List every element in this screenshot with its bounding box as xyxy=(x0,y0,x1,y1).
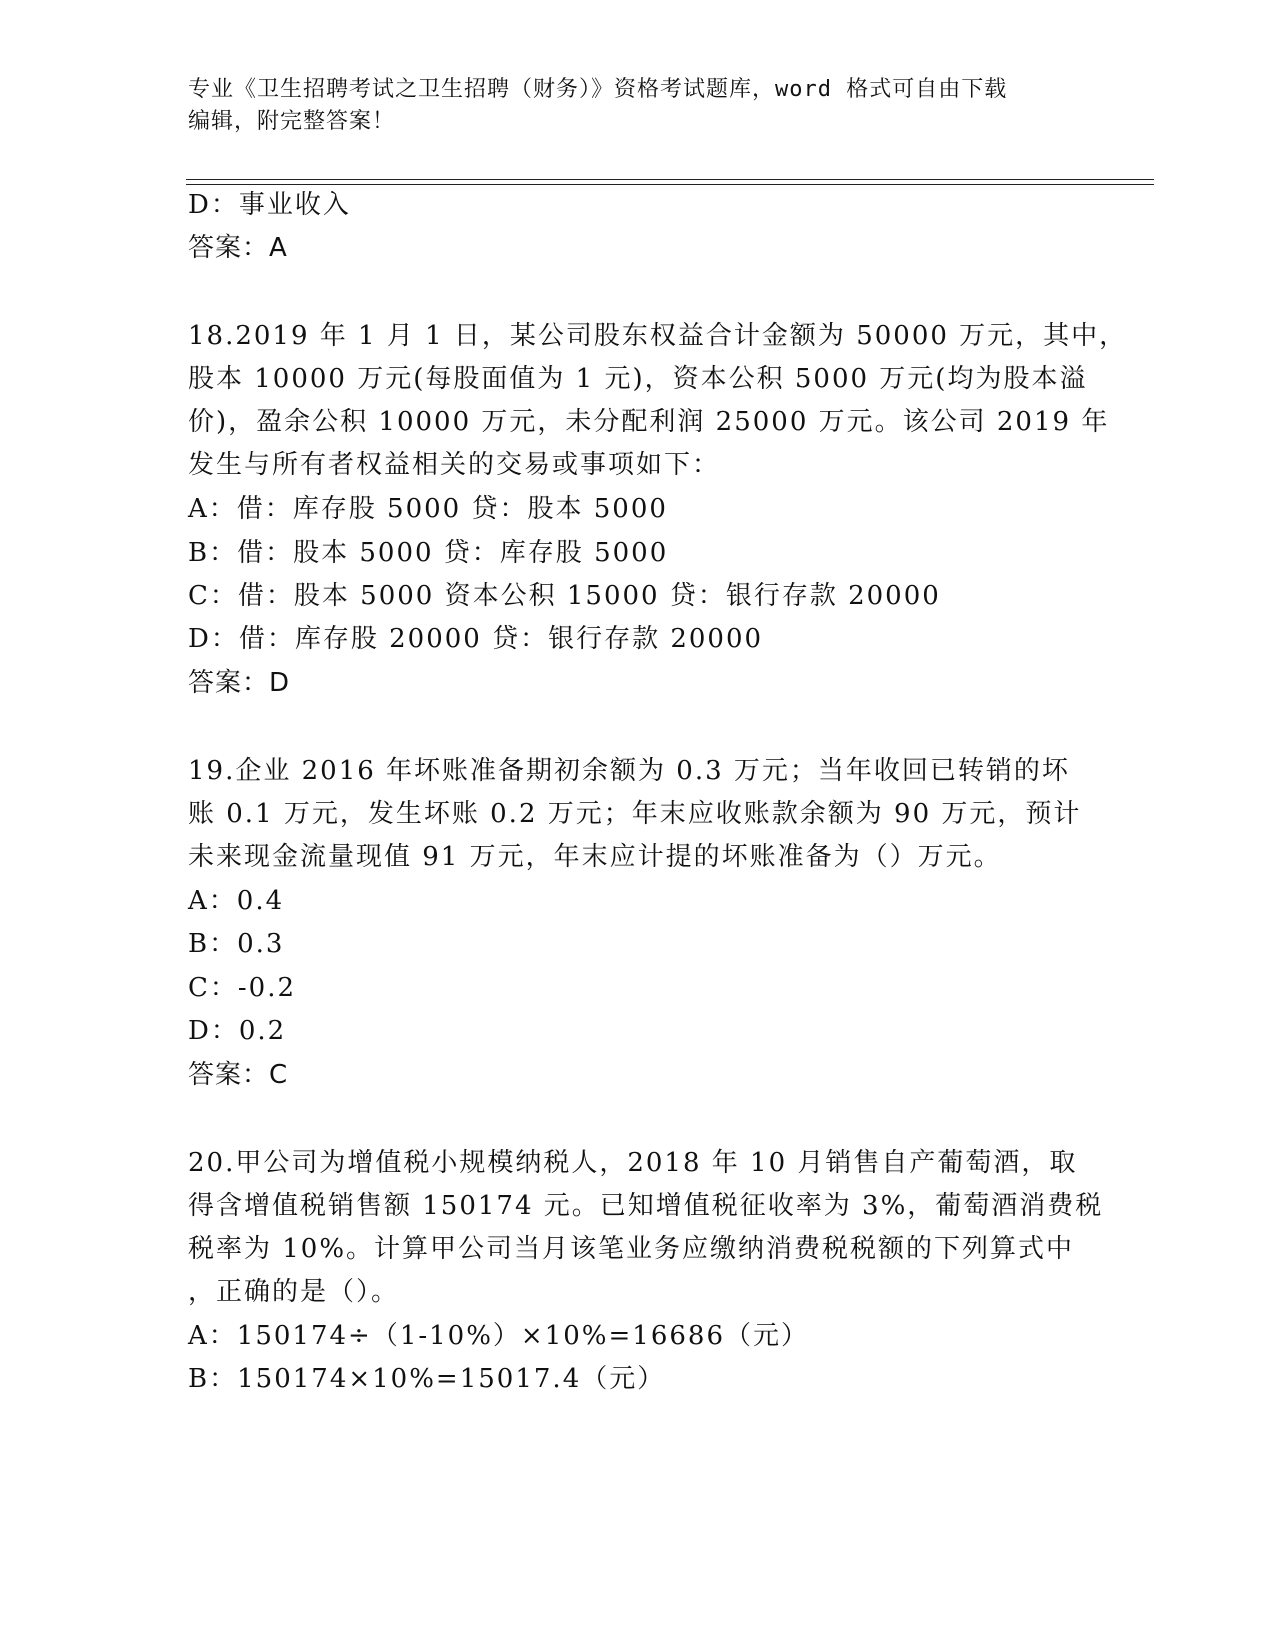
q20-stem-line-3: 税率为 10%。计算甲公司当月该笔业务应缴纳消费税税额的下列算式中 xyxy=(188,1234,1075,1264)
q18-option-a: A：借：库存股 5000 贷：股本 5000 xyxy=(188,494,668,524)
q18-option-d: D：借：库存股 20000 贷：银行存款 20000 xyxy=(188,624,764,654)
q18-option-c: C：借：股本 5000 资本公积 15000 贷：银行存款 20000 xyxy=(188,581,941,611)
q19-option-a: A：0.4 xyxy=(188,886,285,916)
header-divider-bottom xyxy=(186,184,1154,185)
header-line-1: 专业《卫生招聘考试之卫生招聘（财务）》资格考试题库，word 格式可自由下载 xyxy=(188,77,1008,102)
document-header xyxy=(188,74,1088,138)
q18-answer: 答案：D xyxy=(188,668,291,698)
q18-stem-line-3: 价)，盈余公积 10000 万元，未分配利润 25000 万元。该公司 2019 年 xyxy=(188,407,1110,437)
q19-answer: 答案：C xyxy=(188,1060,289,1090)
q20-stem-line-2: 得含增值税销售额 150174 元。已知增值税征收率为 3%，葡萄酒消费税 xyxy=(188,1191,1104,1221)
q19-stem-line-2: 账 0.1 万元，发生坏账 0.2 万元；年末应收账款余额为 90 万元，预计 xyxy=(188,799,1082,829)
q19-option-c: C：-0.2 xyxy=(188,973,297,1003)
q19-stem-line-3: 未来现金流量现值 91 万元，年末应计提的坏账准备为（）万元。 xyxy=(188,842,1002,872)
q18-stem-line-2: 股本 10000 万元(每股面值为 1 元)，资本公积 5000 万元(均为股本溢 xyxy=(188,364,1088,394)
q17-answer: 答案：A xyxy=(188,233,288,263)
q19-stem-line-1: 19.企业 2016 年坏账准备期初余额为 0.3 万元；当年收回已转销的坏 xyxy=(188,756,1070,786)
q19-option-d: D：0.2 xyxy=(188,1016,287,1046)
header-line-2: 编辑，附完整答案！ xyxy=(188,109,396,134)
q20-option-a: A：150174÷（1-10%）×10%=16686（元） xyxy=(188,1321,809,1351)
q17-option-d: D：事业收入 xyxy=(188,190,351,220)
q20-stem-line-4: ，正确的是（）。 xyxy=(188,1277,400,1307)
header-divider-top xyxy=(186,179,1154,180)
q18-stem-line-1: 18.2019 年 1 月 1 日，某公司股东权益合计金额为 50000 万元，其中， xyxy=(188,321,1128,351)
q18-stem-line-4: 发生与所有者权益相关的交易或事项如下： xyxy=(188,450,721,480)
q20-option-b: B：150174×10%=15017.4（元） xyxy=(188,1364,666,1394)
q18-option-b: B：借：股本 5000 贷：库存股 5000 xyxy=(188,538,669,568)
q19-option-b: B：0.3 xyxy=(188,929,285,959)
q20-stem-line-1: 20.甲公司为增值税小规模纳税人，2018 年 10 月销售自产葡萄酒，取 xyxy=(188,1148,1078,1178)
